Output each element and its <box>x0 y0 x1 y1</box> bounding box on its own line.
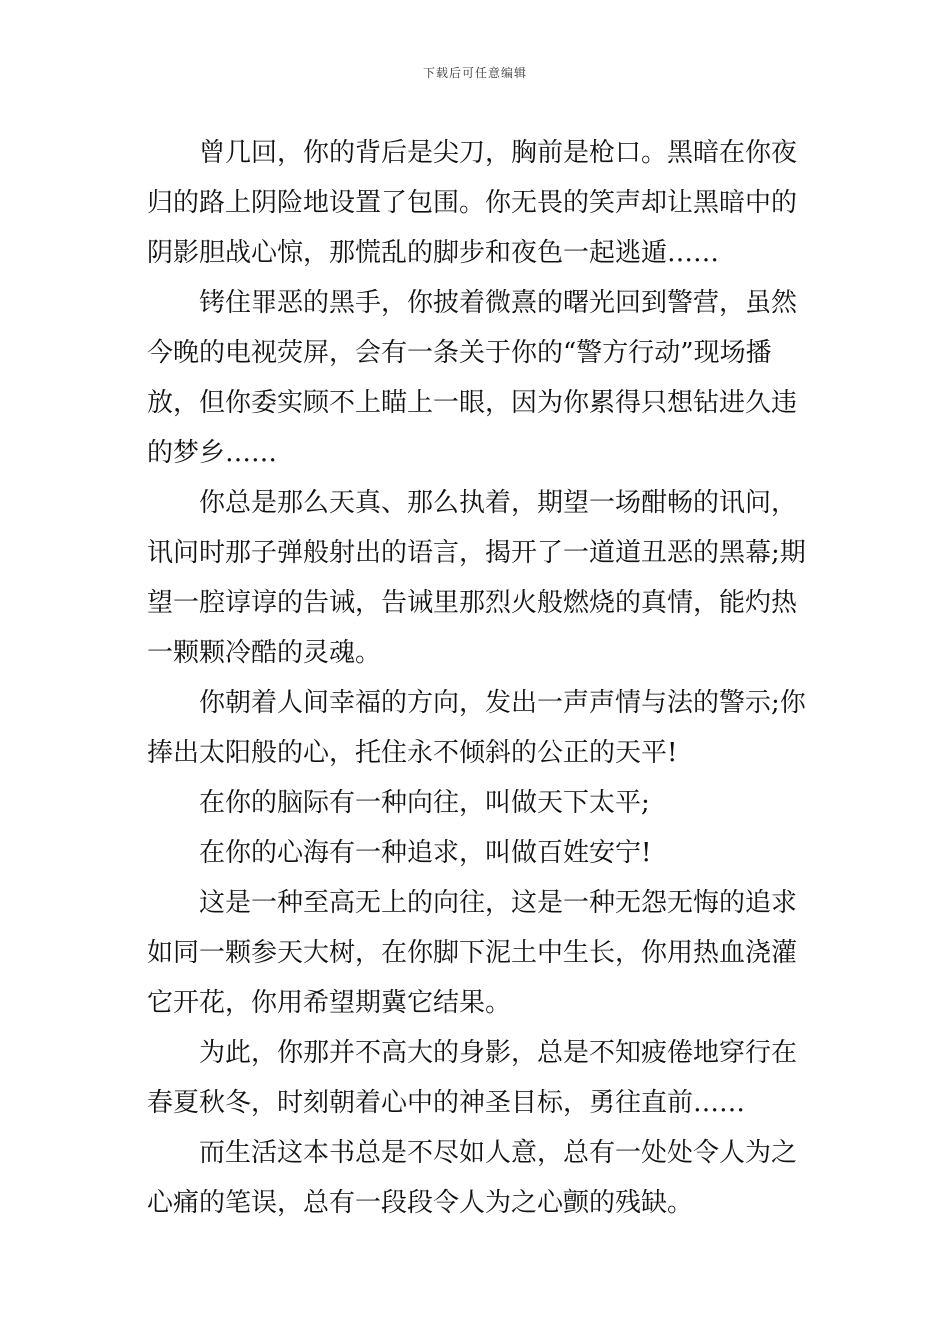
text-line: 铐住罪恶的黑手，你披着微熹的曙光回到警营，虽然 <box>199 288 798 318</box>
text-line: 你总是那么天真、那么执着，期望一场酣畅的讯问， <box>199 488 798 518</box>
text-line: 今晚的电视荧屏，会有一条关于你的“警方行动”现场播 <box>147 338 772 368</box>
text-line: 如同一颗参天大树，在你脚下泥土中生长，你用热血浇灌 <box>147 938 798 968</box>
paragraph <box>147 778 813 828</box>
text-line: 阴影胆战心惊，那慌乱的脚步和夜色一起逃遁…… <box>147 238 720 268</box>
paragraph <box>147 1028 813 1128</box>
text-line: 在你的心海有一种追求，叫做百姓安宁! <box>199 838 652 868</box>
text-line: 而生活这本书总是不尽如人意，总有一处处令人为之 <box>199 1138 798 1168</box>
paragraph <box>147 828 813 878</box>
paragraph <box>147 478 813 678</box>
text-line: 春夏秋冬，时刻朝着心中的神圣目标，勇往直前…… <box>147 1088 746 1118</box>
text-line: 在你的脑际有一种向往，叫做天下太平; <box>199 788 650 818</box>
text-line: 你朝着人间幸福的方向，发出一声声情与法的警示;你 <box>199 688 806 718</box>
text-line: 一颗颗冷酷的灵魂。 <box>147 638 382 668</box>
paragraph <box>147 878 813 1028</box>
page-header: 下载后可任意编辑 <box>422 66 527 80</box>
text-line: 它开花，你用希望期冀它结果。 <box>147 988 512 1018</box>
document-body <box>147 128 813 1228</box>
text-line: 的梦乡…… <box>147 438 278 468</box>
text-line: 归的路上阴险地设置了包围。你无畏的笑声却让黑暗中的 <box>147 188 798 218</box>
paragraph <box>147 278 813 478</box>
text-line: 曾几回，你的背后是尖刀，胸前是枪口。黑暗在你夜 <box>199 138 798 168</box>
text-line: 捧出太阳般的心，托住永不倾斜的公正的天平! <box>147 738 678 768</box>
text-line: 为此，你那并不高大的身影，总是不知疲倦地穿行在 <box>199 1038 798 1068</box>
text-line: 心痛的笔误，总有一段段令人为之心颤的残缺。 <box>147 1188 694 1218</box>
text-line: 这是一种至高无上的向往，这是一种无怨无悔的追求 <box>199 888 798 918</box>
paragraph <box>147 1128 813 1228</box>
text-line: 放，但你委实顾不上瞄上一眼，因为你累得只想钻进久违 <box>147 388 798 418</box>
text-line: 望一腔谆谆的告诫，告诫里那烈火般燃烧的真情，能灼热 <box>147 588 798 618</box>
paragraph <box>147 678 813 778</box>
paragraph <box>147 128 813 278</box>
text-line: 讯问时那子弹般射出的语言，揭开了一道道丑恶的黑幕;期 <box>147 538 806 568</box>
